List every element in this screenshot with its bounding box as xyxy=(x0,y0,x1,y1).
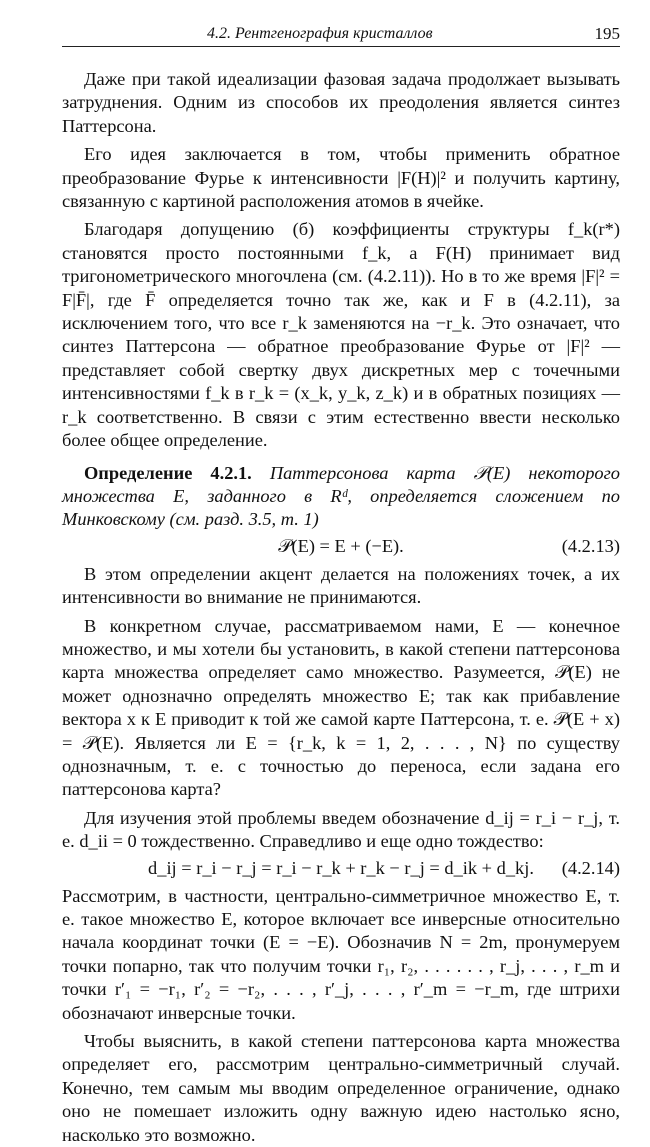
page-number: 195 xyxy=(594,24,620,43)
equation-number: (4.2.14) xyxy=(561,857,620,878)
equation-formula: d_ij = r_i − r_j = r_i − r_k + r_k − r_j = d_ik + d_kj. xyxy=(148,857,534,878)
page-body xyxy=(62,68,620,1147)
equation-4-2-13 xyxy=(62,535,620,561)
paragraph-intro: Даже при такой идеализации фазовая задача продолжает вызывать затруднения. Одним из способов их преодоления является синтез Паттерсона. xyxy=(62,69,620,136)
paragraph-notation: Для изучения этой проблемы введем обозначение d_ij = r_i − r_j, т. е. d_ii = 0 тождественно. Справедливо и еще одно тождество: xyxy=(62,807,620,852)
paragraph-idea: Его идея заключается в том, чтобы применить обратное преобразование Фурье к интенсивности |F(H)|² и получить картину, связанную с картиной расположения атомов в ячейке. xyxy=(62,144,620,212)
paragraph-assumption: Благодаря допущению (б) коэффициенты структуры f_k(r*) становятся просто постоянными f_k, а F(H) принимает вид тригонометрического многочлена (см. (4.2.11)). Но в то же время |F|² = F|F̄|, где F̄ определяется точно так же, как и F в (4.2.11), за исключением того, что все r_k заменяются на −r_k. Это означает, что синтез Паттерсона — обратное преобразование Фурье от |F|² — представляет собой свертку двух дискретных мер с точечными интенсивностями f_k в r_k = (x_k, y_k, z_k) и в обратных позициях — r_k соответственно. В связи с этим естественно ввести несколько более общее определение. xyxy=(62,219,620,451)
definition xyxy=(62,462,620,532)
equation-4-2-14 xyxy=(62,857,620,883)
equation-formula: 𝒫(E) = E + (−E). xyxy=(278,535,404,556)
definition-text: Паттерсонова карта 𝒫(E) некоторого множества E, заданного в Rᵈ, определяется сложением по Минковскому (см. разд. 3.5, т. 1) xyxy=(62,462,620,530)
running-header xyxy=(62,22,620,47)
paragraph-centrosymmetric: Рассмотрим, в частности, центрально-симметричное множество E, т. е. такое множество E, которое включает все инверсные относительно начала координат точки (E = −E). Обозначив N = 2m, пронумеруем точки попарно, так что получим точки r₁, r₂, . . . . . . , r_j, . . . , r_m и точки r′₁ = −r₁, r′₂ = −r₂, . . . , r′_j, . . . , r′_m = −r_m, где штрихи обозначают инверсные точки. xyxy=(62,885,620,1023)
paragraph-accent: В этом определении акцент делается на положениях точек, а их интенсивности во внимание не принимаются. xyxy=(62,563,620,608)
paragraph-specific-case: В конкретном случае, рассматриваемом нами, E — конечное множество, и мы хотели бы установить, в какой степени паттерсонова карта множества определяет само множество. Разумеется, 𝒫(E) не может однозначно определять множество E; так как прибавление вектора x к E приводит к той же самой карте Паттерсона, т. е. 𝒫(E + x) = 𝒫(E). Является ли E = {r_k, k = 1, 2, . . . , N} по существу однозначным, т. е. с точностью до переноса, если задана его паттерсонова карта? xyxy=(62,615,620,800)
running-title: 4.2. Рентгенография кристаллов xyxy=(207,25,433,42)
equation-number: (4.2.13) xyxy=(561,535,620,556)
definition-title: Определение 4.2.1. xyxy=(84,462,252,483)
paragraph-conclusion: Чтобы выяснить, в какой степени паттерсонова карта множества определяет его, рассмотрим центрально-симметричный случай. Конечно, тем самым мы вводим определенное ограничение, однако оно не помешает изложить одну важную идею настолько ясно, насколько это возможно. xyxy=(62,1031,620,1145)
